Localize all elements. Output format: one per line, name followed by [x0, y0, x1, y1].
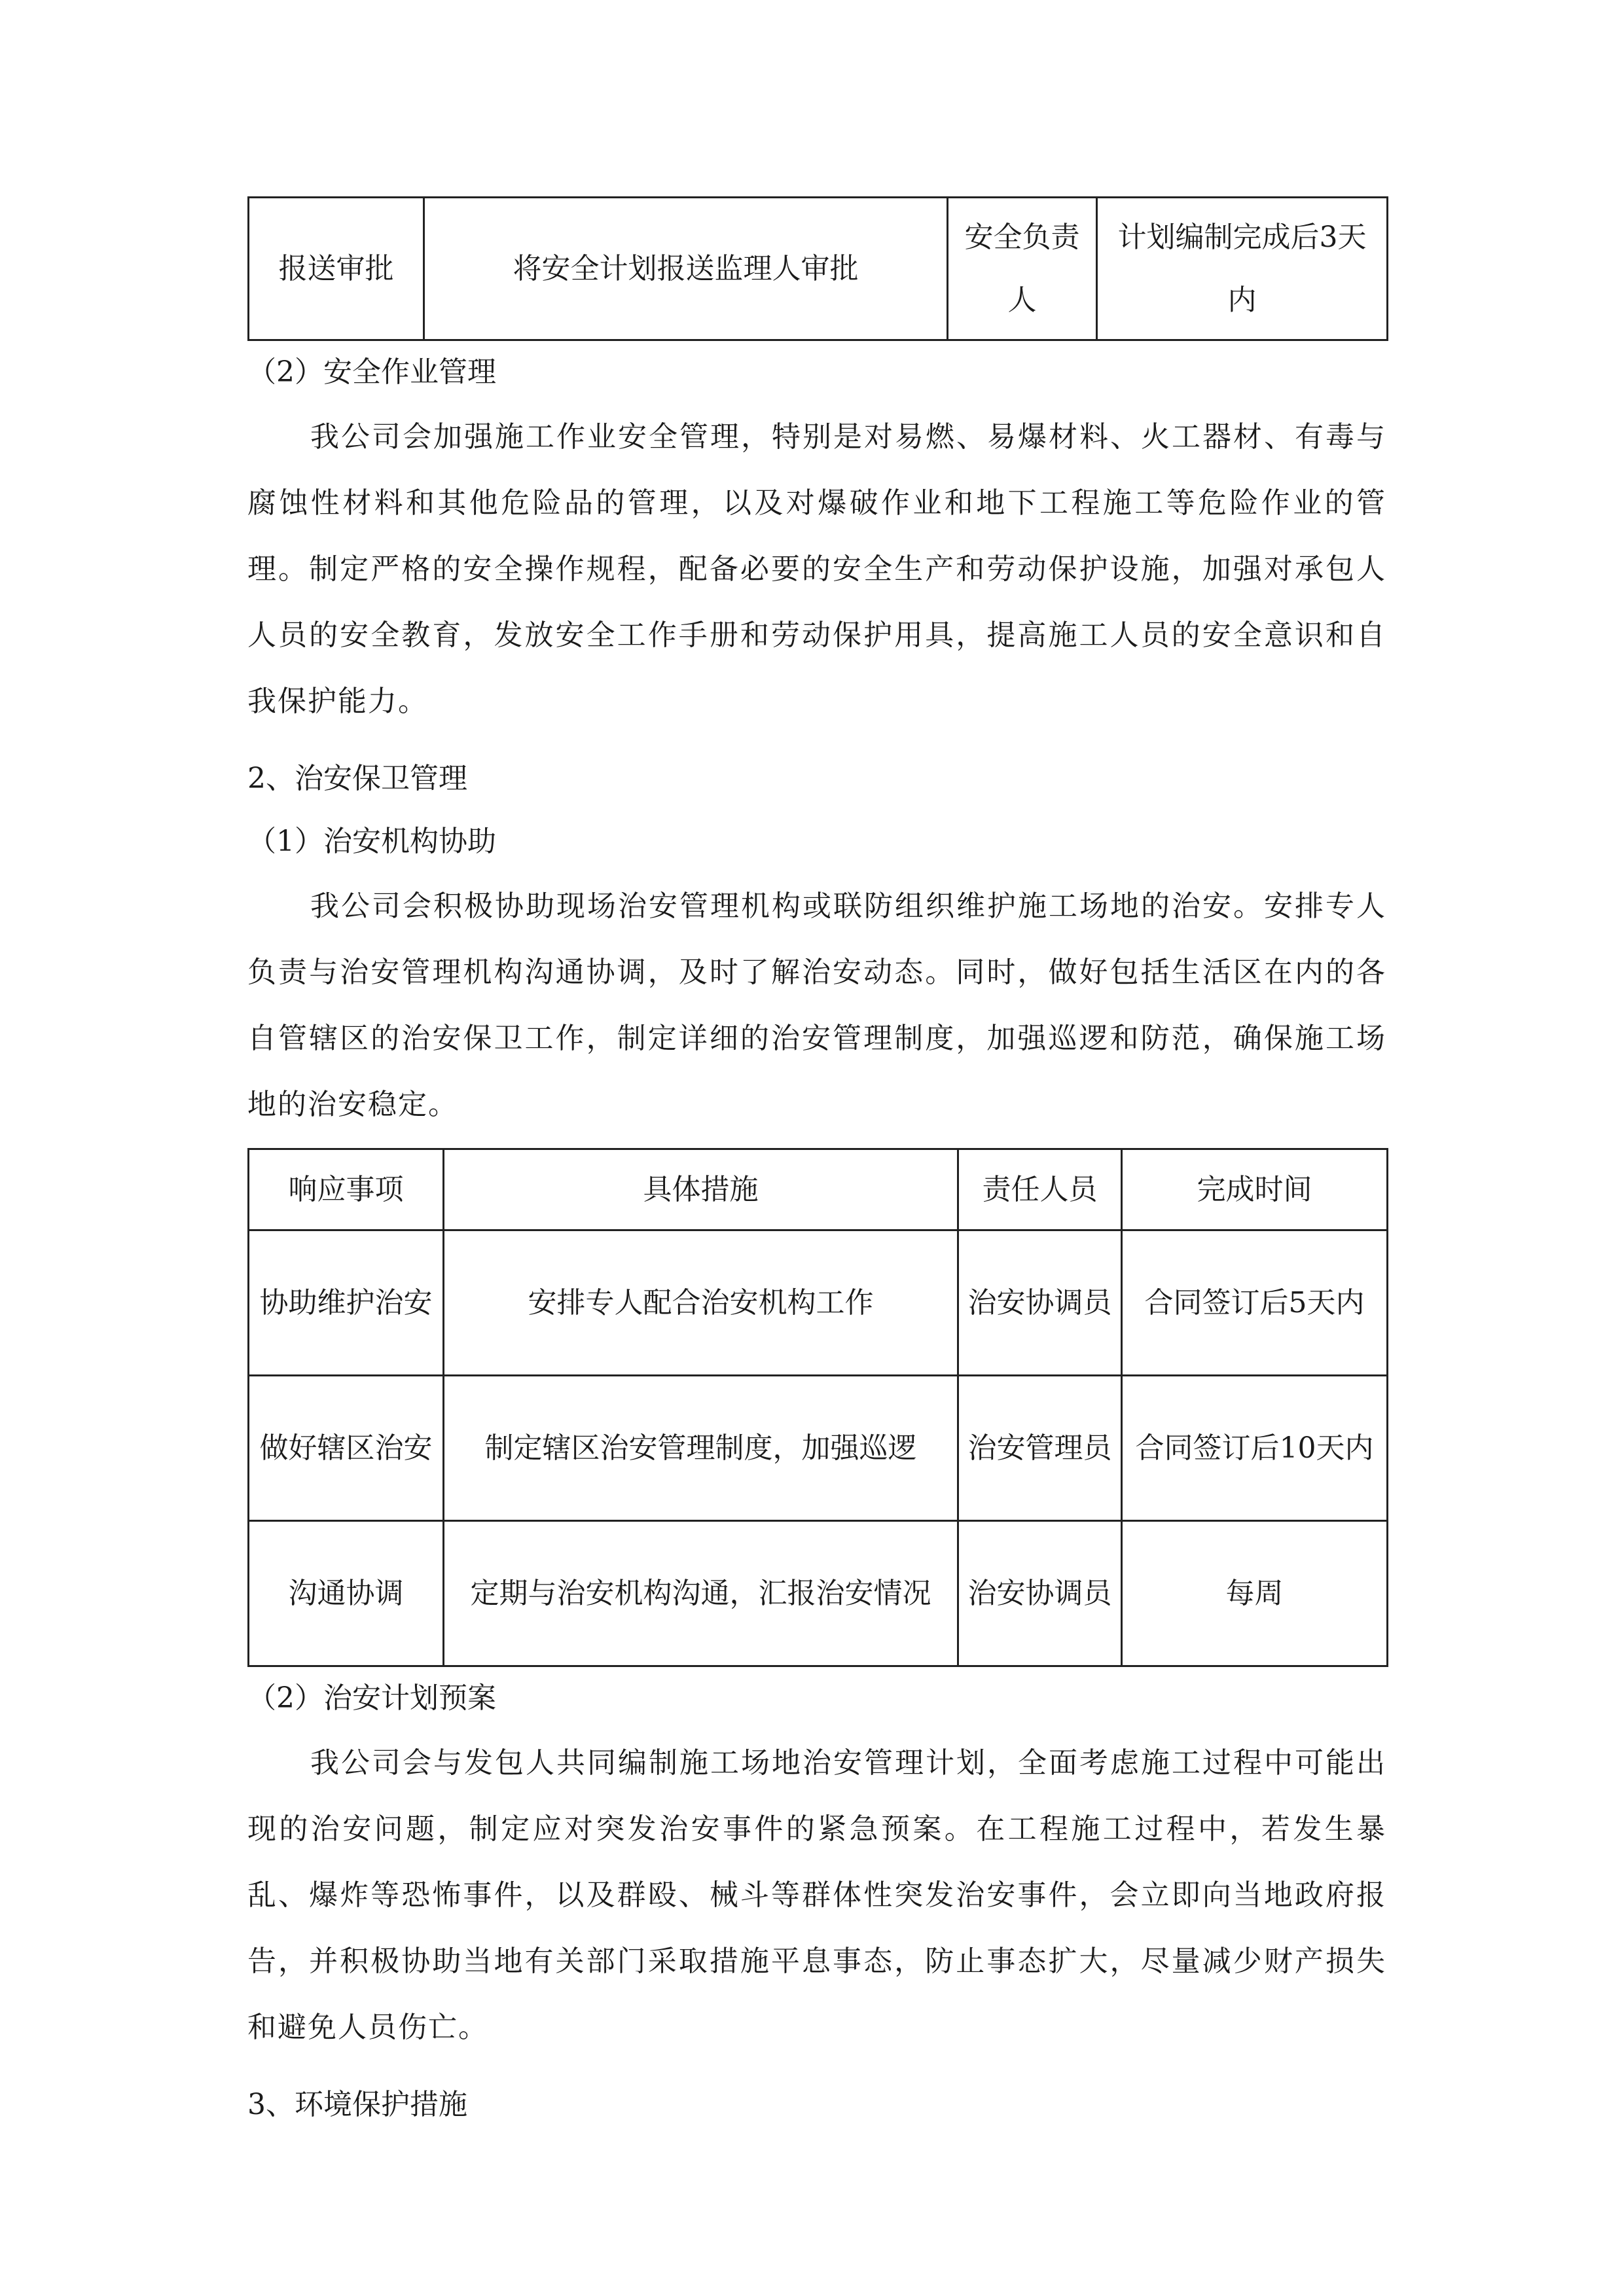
- table-header-cell: 具体措施: [444, 1149, 958, 1230]
- document-page: [247, 196, 1386, 2136]
- table-cell: 定期与治安机构沟通，汇报治安情况: [444, 1521, 958, 1666]
- table-cell: 协助维护治安: [249, 1230, 444, 1376]
- security-response-table: [247, 1148, 1388, 1667]
- table-cell: 做好辖区治安: [249, 1376, 444, 1521]
- table-row: [249, 198, 1388, 340]
- table-row: [249, 1521, 1388, 1666]
- table-row: [249, 1230, 1388, 1376]
- table-header-cell: 响应事项: [249, 1149, 444, 1230]
- approval-table: [247, 196, 1388, 341]
- table-cell: 安全负责人: [948, 198, 1097, 340]
- table-cell: 报送审批: [249, 198, 424, 340]
- table-cell: 治安协调员: [958, 1230, 1122, 1376]
- table-cell: 每周: [1122, 1521, 1388, 1666]
- table-cell: 合同签订后5天内: [1122, 1230, 1388, 1376]
- table-cell: 计划编制完成后3天内: [1097, 198, 1388, 340]
- body-paragraph: 我公司会与发包人共同编制施工场地治安管理计划，全面考虑施工过程中可能出现的治安问题，制定应对突发治安事件的紧急预案。在工程施工过程中，若发生暴乱、爆炸等恐怖事件，以及群殴、械斗等群体性突发治安事件，会立即向当地政府报告，并积极协助当地有关部门采取措施平息事态，防止事态扩大，尽量减少财产损失和避免人员伤亡。: [247, 1746, 1386, 2044]
- table-cell: 治安管理员: [958, 1376, 1122, 1521]
- table-cell: 治安协调员: [958, 1521, 1122, 1666]
- body-paragraph: 我公司会积极协助现场治安管理机构或联防组织维护施工场地的治安。安排专人负责与治安管理机构沟通协调，及时了解治安动态。同时，做好包括生活区在内的各自管辖区的治安保卫工作，制定详细的治安管理制度，加强巡逻和防范，确保施工场地的治安稳定。: [247, 889, 1386, 1121]
- table-header-row: [249, 1149, 1388, 1230]
- table-cell: 将安全计划报送监理人审批: [424, 198, 948, 340]
- subsection-title: （1）治安机构协助: [247, 825, 496, 858]
- table-cell: 制定辖区治安管理制度，加强巡逻: [444, 1376, 958, 1521]
- table-cell: 沟通协调: [249, 1521, 444, 1666]
- section-heading: 3、环境保护措施: [247, 2088, 467, 2121]
- body-paragraph: 我公司会加强施工作业安全管理，特别是对易燃、易爆材料、火工器材、有毒与腐蚀性材料和其他危险品的管理，以及对爆破作业和地下工程施工等危险作业的管理。制定严格的安全操作规程，配备必要的安全生产和劳动保护设施，加强对承包人人员的安全教育，发放安全工作手册和劳动保护用具，提高施工人员的安全意识和自我保护能力。: [247, 420, 1386, 718]
- table-cell: 合同签订后10天内: [1122, 1376, 1388, 1521]
- table-cell: 安排专人配合治安机构工作: [444, 1230, 958, 1376]
- table-header-cell: 责任人员: [958, 1149, 1122, 1230]
- subsection-title: （2）治安计划预案: [247, 1681, 496, 1715]
- subsection-title: （2）安全作业管理: [247, 355, 496, 389]
- section-heading: 2、治安保卫管理: [247, 762, 467, 795]
- table-header-cell: 完成时间: [1122, 1149, 1388, 1230]
- table-row: [249, 1376, 1388, 1521]
